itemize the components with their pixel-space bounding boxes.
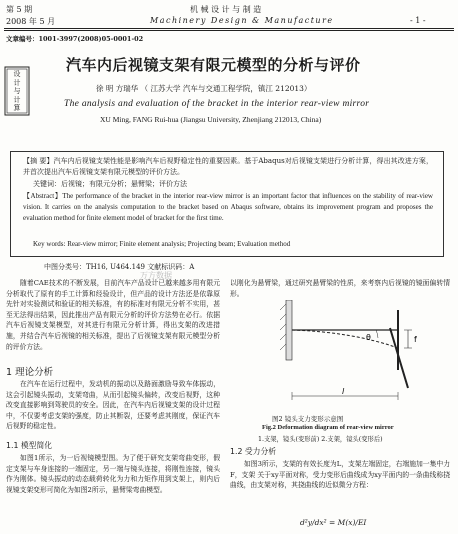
section-tag-text: 设 计 与 计 算 bbox=[13, 70, 21, 112]
length-label: l bbox=[342, 387, 345, 396]
figure-caption-cn: 图2 镜头支力变形示意图 bbox=[272, 415, 344, 423]
deflection-label: f bbox=[414, 335, 417, 344]
abstract-box bbox=[10, 151, 444, 257]
keywords-en: Key words: Rear-view mirror; Finite element analysis; Projecting beam; Evaluation method bbox=[33, 240, 291, 248]
authors-en: XU Ming, FANG Rui-hua (Jiangsu University, Zhenjiang 212013, China) bbox=[100, 115, 322, 124]
intro-paragraph: 随着CAE技术的不断发展，目前汽车产品设计已越来越多用有限元分析取代了原有的手工计算和经验设计，但产品的设计方法还是依靠原先针对实验测试和验证的相关标准，有的标准对有限元分析不实用，甚至无法得出结果，因此推出产品有限元分析的评价方法势在必行。依据汽车后视镜支架模型，对其进行有限元分析计算，得出支架的改进措施，并结合汽车后视镜的相关标准，提出了后视镜支架有限元模型分析的评价方法。 bbox=[6, 279, 220, 351]
paper-title-en: The analysis and evaluation of the bracket in the interior rear-view mirror bbox=[64, 99, 370, 109]
theta-label: θ bbox=[366, 333, 371, 342]
paper-title-cn: 汽车内后视镜支架有限元模型的分析与评价 bbox=[66, 56, 361, 74]
watermark-text: 万方数据 bbox=[140, 271, 172, 280]
section-tag bbox=[4, 66, 30, 116]
keywords-cn: 关键词：后视镜；有限元分析；悬臂梁；评价方法 bbox=[33, 180, 187, 188]
header-rule bbox=[4, 28, 454, 29]
classification-line: 中图分类号：TH16, U464.149 文献标识码：A bbox=[44, 263, 195, 271]
article-number: 文章编号：1001-3997(2008)05-0001-02 bbox=[6, 35, 144, 43]
journal-name-en: Machinery Design & Manufacture bbox=[150, 16, 334, 25]
abstract-cn: 【摘 要】汽车内后视镜支架性能是影响汽车后视野稳定性的重要因素。基于Abaqus对后视镜支架进行分析计算，得出其改进方案，并首次提出汽车后视镜支架有限元模型的评价方法。 bbox=[23, 157, 433, 176]
page-number: - 1 - bbox=[410, 16, 426, 25]
right-top-paragraph: 以刚化为悬臂梁，通过研究悬臂梁的性质，来考察内后视镜的镜面偏转情形。 bbox=[230, 279, 450, 298]
journal-name-cn: 机 械 设 计 与 制 造 bbox=[190, 5, 262, 14]
header-rule-2 bbox=[4, 30, 454, 31]
figure-legend: 1.支架，镜头(变形前) 2.支架，镜头(变形后) bbox=[258, 436, 383, 443]
subsection-1-1-heading: 1.1 模型简化 bbox=[6, 441, 53, 450]
section-1-paragraph: 在汽车在运行过程中，发动机的振动以及路面激励导致车体振动，这会引起镜头振动，支架弯曲，从而引起镜头偏转，改变后视野，这种改变直接影响到驾驶员的安全。因此，在汽车内后视镜支架的设计过程中，不仅要考虑支架的强度，防止其断裂，还要考虑其刚度，保证汽车后视野的稳定性。 bbox=[6, 380, 220, 431]
figure-2 bbox=[258, 300, 438, 412]
subsection-1-2-paragraph: 如图3所示，支架的有效长度为L，支架左端固定，右端施加一集中力F，支架 关于xy平面对称，受力变形后曲线成为xy平面内的一条曲线称挠曲线，由支架对称，其挠曲线的近似微分方程： bbox=[230, 460, 450, 490]
abstract-en: 【Abstract】The performance of the bracket in the interior rear-view mirror is an important factor that influences on the stability of rear-view vision. It carries on the analysis computation to the bracket based on Abaqus software, obtains its improvement program and proposes the evaluation method for finite element model of bracket for the first time. bbox=[23, 192, 433, 222]
deflection-equation: d²y/dx² = M(x)/EI bbox=[300, 518, 367, 527]
subsection-1-2-heading: 1.2 受力分析 bbox=[230, 447, 277, 456]
issue-number: 第 5 期 bbox=[6, 5, 33, 14]
authors-cn: 徐 明 方瑞华 （ 江苏大学 汽车与交通工程学院，镇江 212013） bbox=[96, 84, 312, 93]
issue-date: 2008 年 5 月 bbox=[6, 17, 56, 26]
section-1-heading: 1 理论分析 bbox=[6, 367, 54, 378]
subsection-1-1-paragraph: 如图1所示，为一后视镜模型图。为了便于研究支架弯曲变形，假定支架与车身连接的一端固定，另一端与镜头连接，将刚性连接，镜头作为刚体。镜头振动的动态载荷转化为力和力矩作用到支架上，则内后视镜支架变形可简化为如图2所示，悬臂梁弯曲模型。 bbox=[6, 454, 220, 494]
figure-caption-en: Fig.2 Deformation diagram of rear-view mirror bbox=[262, 424, 394, 431]
